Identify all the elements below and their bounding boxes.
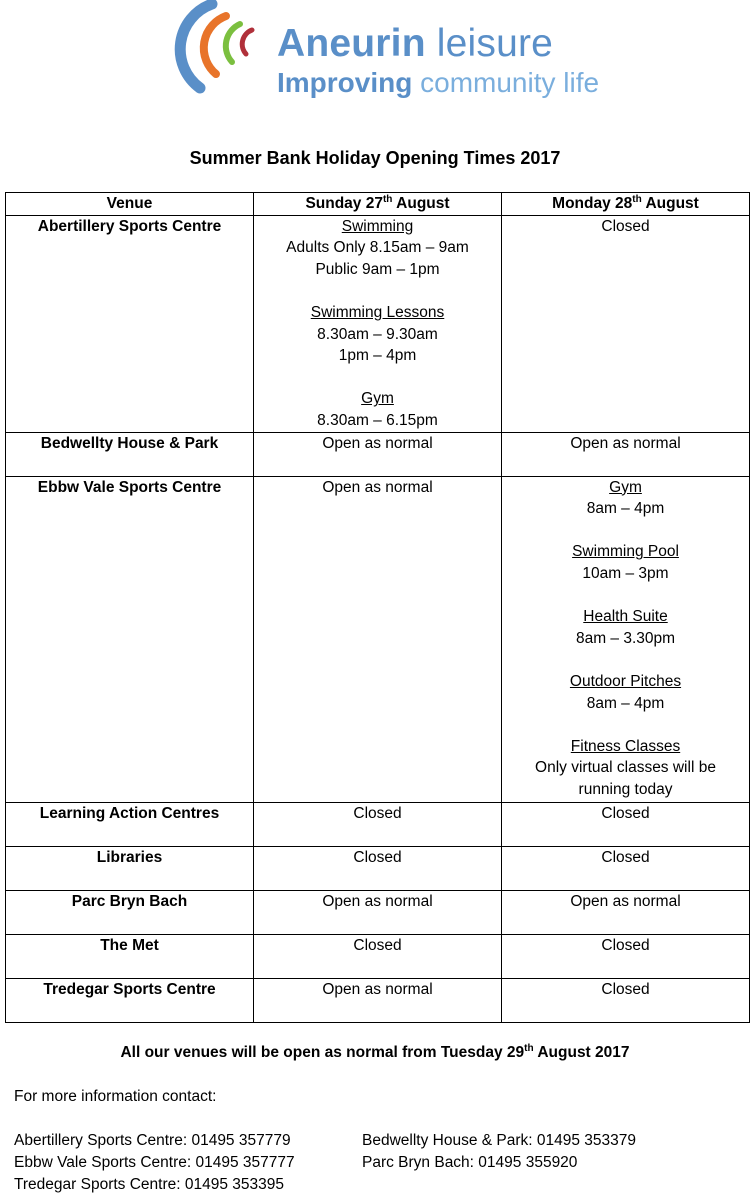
time-line: Public 9am – 1pm [315, 260, 440, 278]
section-title: Fitness Classes [570, 737, 681, 755]
venue-cell: Bedwellty House & Park [6, 432, 254, 476]
header-monday: Monday 28th August [502, 193, 750, 216]
sunday-cell: Open as normal [254, 978, 502, 1022]
monday-cell: Closed [502, 215, 750, 432]
sunday-cell: Closed [254, 846, 502, 890]
page-title: Summer Bank Holiday Opening Times 2017 [189, 148, 561, 168]
monday-cell: Closed [502, 846, 750, 890]
time-line: 10am – 3pm [582, 564, 669, 582]
venue-cell: Learning Action Centres [6, 802, 254, 846]
sunday-cell: Closed [254, 802, 502, 846]
opening-times-table [5, 192, 750, 1023]
venue-cell: Libraries [6, 846, 254, 890]
reopening-note: All our venues will be open as normal from Tuesday 29th August 2017 [120, 1042, 630, 1061]
venue-cell: The Met [6, 934, 254, 978]
header-sunday: Sunday 27th August [254, 193, 502, 216]
brand-tagline: Improving community life [277, 67, 600, 98]
contact-tredegar: Tredegar Sports Centre: 01495 353395 [14, 1176, 284, 1193]
section-title: Health Suite [583, 608, 668, 626]
time-line: Only virtual classes will be [535, 759, 716, 777]
time-line: 8am – 3.30pm [575, 629, 676, 647]
contact-ebbw-vale: Ebbw Vale Sports Centre: 01495 357777 [14, 1154, 295, 1171]
table-row [6, 432, 750, 476]
time-line: 8.30am – 9.30am [317, 325, 438, 343]
sunday-cell: Open as normal [254, 476, 502, 802]
monday-cell [502, 476, 750, 802]
monday-cell: Closed [502, 802, 750, 846]
venue-cell: Ebbw Vale Sports Centre [6, 476, 254, 802]
time-line: Adults Only 8.15am – 9am [286, 239, 469, 257]
brand-name: Aneurin leisure [277, 22, 554, 65]
table-header-row [6, 193, 750, 216]
monday-cell: Open as normal [502, 432, 750, 476]
section-title: Swimming Pool [572, 543, 679, 561]
brand-logo [160, 0, 600, 110]
venue-cell: Parc Bryn Bach [6, 890, 254, 934]
sunday-cell: Open as normal [254, 432, 502, 476]
table-row [6, 978, 750, 1022]
table-row [6, 476, 750, 802]
time-line: 1pm – 4pm [338, 347, 417, 365]
monday-cell: Open as normal [502, 890, 750, 934]
time-line: running today [578, 780, 673, 798]
contact-heading: For more information contact: [14, 1088, 217, 1105]
contact-abertillery: Abertillery Sports Centre: 01495 357779 [14, 1132, 291, 1149]
section-title: Swimming [341, 217, 414, 235]
logo-arcs-icon [160, 0, 280, 110]
table-row [6, 802, 750, 846]
table-row [6, 215, 750, 432]
section-title: Gym [609, 478, 642, 496]
section-title: Swimming Lessons [310, 303, 445, 321]
table-row [6, 890, 750, 934]
monday-cell: Closed [502, 934, 750, 978]
table-row [6, 846, 750, 890]
sunday-cell: Open as normal [254, 890, 502, 934]
contact-bedwellty: Bedwellty House & Park: 01495 353379 [362, 1132, 637, 1149]
sunday-cell [254, 215, 502, 432]
table-row [6, 934, 750, 978]
contact-parc-bryn-bach: Parc Bryn Bach: 01495 355920 [362, 1154, 578, 1171]
section-title: Outdoor Pitches [569, 672, 682, 690]
time-line: 8am – 4pm [586, 500, 665, 518]
monday-cell: Closed [502, 978, 750, 1022]
header-venue: Venue [6, 193, 254, 216]
time-line: 8am – 4pm [586, 694, 665, 712]
time-line: 8.30am – 6.15pm [317, 411, 438, 429]
section-title: Gym [361, 390, 394, 408]
venue-cell: Tredegar Sports Centre [6, 978, 254, 1022]
venue-cell: Abertillery Sports Centre [6, 215, 254, 432]
sunday-cell: Closed [254, 934, 502, 978]
